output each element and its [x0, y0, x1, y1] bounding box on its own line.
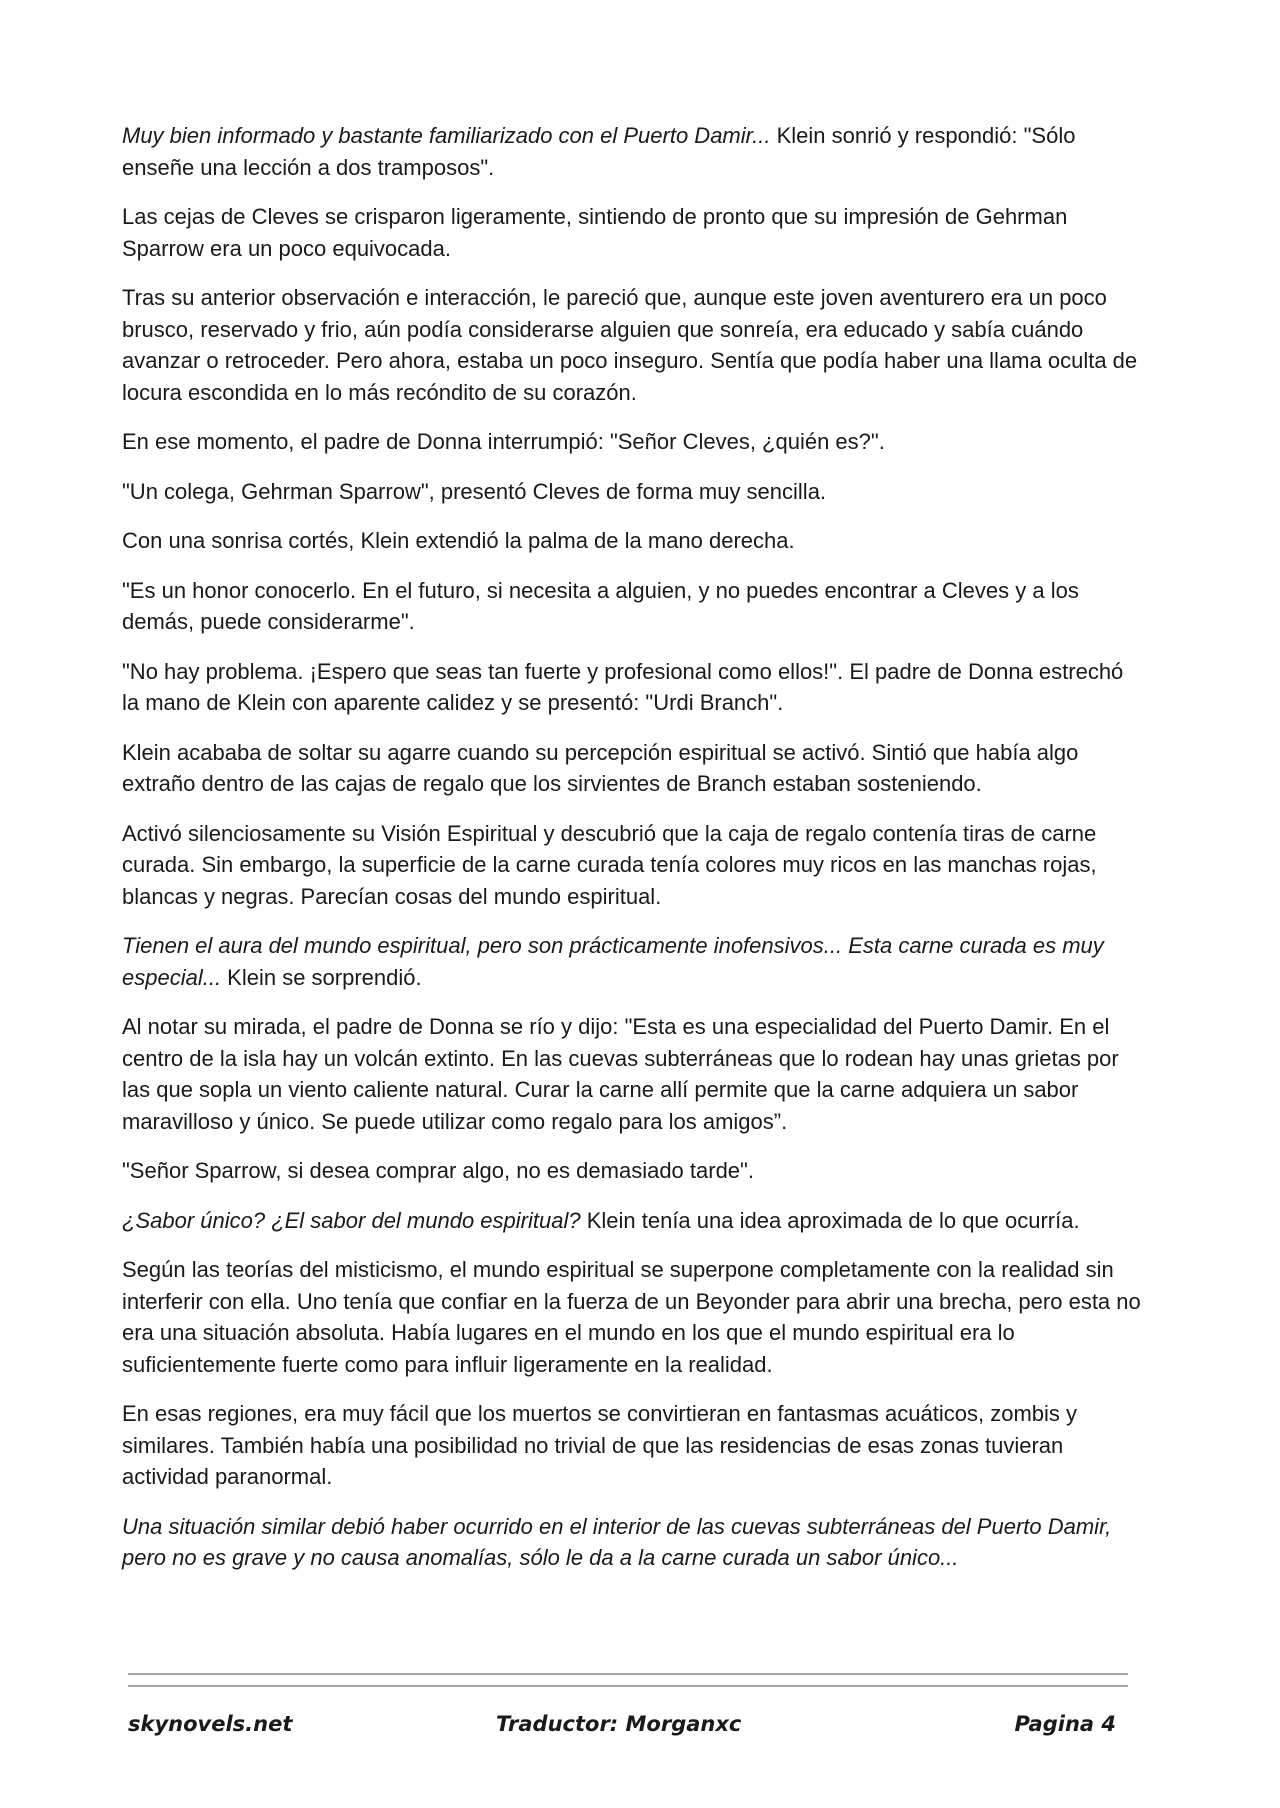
paragraph	[122, 1205, 1142, 1237]
footer-page-number: Pagina 4	[1014, 1712, 1116, 1736]
paragraph-text: Al notar su mirada, el padre de Donna se río y dijo: "Esta es una especialidad del Puerto Damir. En el centro de la isla hay un volcán extinto. En las cuevas subterráneas que lo rodean hay unas grietas por las que sopla un viento caliente natural. Curar la carne allí permite que la carne adquiera un sabor maravilloso y único. Se puede utilizar como regalo para los amigos”.	[122, 1014, 1119, 1134]
paragraph-text: Activó silenciosamente su Visión Espiritual y descubrió que la caja de regalo contenía tiras de carne curada. Sin embargo, la superficie de la carne curada tenía colores muy ricos en las manchas rojas, blancas y negras. Parecían cosas del mundo espiritual.	[122, 820, 1097, 909]
footer-divider-bottom	[128, 1685, 1128, 1687]
paragraph-text: Tras su anterior observación e interacción, le pareció que, aunque este joven aventurero era un poco brusco, reservado y frio, aún podía considerarse alguien que sonreía, era educado y sabía cuándo avanzar o retroceder. Pero ahora, estaba un poco inseguro. Sentía que podía haber una llama oculta de locura escondida en lo más recóndito de su corazón.	[122, 285, 1138, 405]
paragraph	[122, 1155, 1142, 1187]
footer-site-name: skynovels.net	[128, 1712, 293, 1736]
footer-divider-top	[128, 1673, 1128, 1675]
paragraph	[122, 525, 1142, 557]
paragraph	[122, 1511, 1142, 1574]
paragraph-text: "Señor Sparrow, si desea comprar algo, no es demasiado tarde".	[122, 1158, 754, 1183]
paragraph-text: En ese momento, el padre de Donna interrumpió: "Señor Cleves, ¿quién es?".	[122, 429, 885, 454]
paragraph-text: "No hay problema. ¡Espero que seas tan fuerte y profesional como ellos!". El padre de Donna estrechó la mano de Klein con aparente calidez y se presentó: "Urdi Branch".	[122, 658, 1124, 715]
paragraph	[122, 818, 1142, 913]
paragraph	[122, 737, 1142, 800]
paragraph	[122, 282, 1142, 408]
footer-translator: Traductor: Morganxc	[496, 1712, 742, 1736]
paragraph	[122, 201, 1142, 264]
document-body	[122, 120, 1142, 1592]
paragraph-italic-text: Una situación similar debió haber ocurrido en el interior de las cuevas subterráneas del Puerto Damir, pero no es grave y no causa anomalías, sólo le da a la carne curada un sabor único...	[122, 1513, 1112, 1570]
paragraph-text: Klein sonrió y respondió: "Sólo enseñe una lección a dos tramposos".	[122, 123, 1076, 180]
paragraph	[122, 120, 1142, 183]
paragraph	[122, 426, 1142, 458]
page-footer	[128, 1712, 1128, 1746]
paragraph	[122, 930, 1142, 993]
paragraph-text: "Un colega, Gehrman Sparrow", presentó Cleves de forma muy sencilla.	[122, 478, 827, 504]
paragraph	[122, 575, 1142, 638]
paragraph-italic-text: Muy bien informado y bastante familiarizado con el Puerto Damir...	[122, 123, 771, 148]
paragraph-text: Con una sonrisa cortés, Klein extendió la palma de la mano derecha.	[122, 528, 795, 553]
paragraph	[122, 1011, 1142, 1137]
paragraph	[122, 476, 1142, 508]
paragraph-text: Las cejas de Cleves se crisparon ligeramente, sintiendo de pronto que su impresión de Gehrman Sparrow era un poco equivocada.	[122, 204, 1068, 261]
paragraph-text: Klein tenía una idea aproximada de lo que ocurría.	[580, 1207, 1080, 1233]
paragraph	[122, 656, 1142, 719]
paragraph-text: Según las teorías del misticismo, el mundo espiritual se superpone completamente con la realidad sin interferir con ella. Uno tenía que confiar en la fuerza de un Beyonder para abrir una brecha, pero esta no era una situación absoluta. Había lugares en el mundo en los que el mundo espiritual era lo suficientemente fuerte como para influir ligeramente en la realidad.	[122, 1257, 1141, 1377]
paragraph-italic-text: Tienen el aura del mundo espiritual, pero son prácticamente inofensivos... Esta carne curada es muy especial...	[122, 933, 1104, 990]
paragraph-text: Klein acababa de soltar su agarre cuando su percepción espiritual se activó. Sintió que había algo extraño dentro de las cajas de regalo que los sirvientes de Branch estaban sosteniendo.	[122, 739, 1079, 796]
paragraph-text: "Es un honor conocerlo. En el futuro, si necesita a alguien, y no puedes encontrar a Cleves y a los demás, puede considerarme".	[122, 577, 1079, 634]
paragraph	[122, 1398, 1142, 1493]
paragraph-text: En esas regiones, era muy fácil que los muertos se convirtieran en fantasmas acuáticos, zombis y similares. También había una posibilidad no trivial de que las residencias de esas zonas tuvieran actividad paranormal.	[122, 1401, 1078, 1489]
paragraph	[122, 1254, 1142, 1380]
paragraph-text: Klein se sorprendió.	[221, 964, 422, 990]
paragraph-italic-text: ¿Sabor único? ¿El sabor del mundo espiritual?	[122, 1207, 581, 1233]
